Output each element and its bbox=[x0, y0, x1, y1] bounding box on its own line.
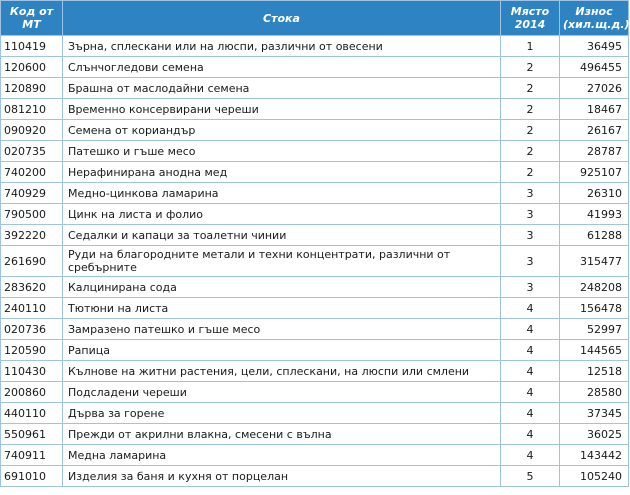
cell-code: 200860 bbox=[1, 382, 63, 403]
cell-exports: 28580 bbox=[560, 382, 629, 403]
cell-exports: 27026 bbox=[560, 78, 629, 99]
cell-exports: 248208 bbox=[560, 277, 629, 298]
cell-product: Слънчогледови семена bbox=[63, 57, 501, 78]
cell-code: 120600 bbox=[1, 57, 63, 78]
cell-exports: 26167 bbox=[560, 120, 629, 141]
table-row bbox=[1, 424, 629, 445]
cell-exports: 61288 bbox=[560, 225, 629, 246]
cell-code: 120890 bbox=[1, 78, 63, 99]
table-row bbox=[1, 246, 629, 277]
cell-exports: 26310 bbox=[560, 183, 629, 204]
header-code: Код от МТ bbox=[1, 1, 63, 36]
header-rank: Място 2014 bbox=[501, 1, 560, 36]
table-header bbox=[1, 1, 629, 36]
table-row bbox=[1, 57, 629, 78]
cell-exports: 12518 bbox=[560, 361, 629, 382]
cell-product: Рапица bbox=[63, 340, 501, 361]
cell-exports: 156478 bbox=[560, 298, 629, 319]
table-body bbox=[1, 36, 629, 487]
cell-code: 261690 bbox=[1, 246, 63, 277]
cell-exports: 28787 bbox=[560, 141, 629, 162]
cell-code: 081210 bbox=[1, 99, 63, 120]
cell-code: 440110 bbox=[1, 403, 63, 424]
cell-exports: 105240 bbox=[560, 466, 629, 487]
cell-rank: 4 bbox=[501, 319, 560, 340]
cell-rank: 3 bbox=[501, 277, 560, 298]
cell-exports: 36025 bbox=[560, 424, 629, 445]
cell-product: Цинк на листа и фолио bbox=[63, 204, 501, 225]
table-row bbox=[1, 466, 629, 487]
cell-exports: 18467 bbox=[560, 99, 629, 120]
table-row bbox=[1, 36, 629, 57]
cell-exports: 315477 bbox=[560, 246, 629, 277]
header-exports: Износ (хил.щ.д.) bbox=[560, 1, 629, 36]
table-row bbox=[1, 120, 629, 141]
cell-product: Кълнове на житни растения, цели, сплескани, на люспи или смлени bbox=[63, 361, 501, 382]
cell-exports: 41993 bbox=[560, 204, 629, 225]
cell-code: 283620 bbox=[1, 277, 63, 298]
cell-rank: 2 bbox=[501, 162, 560, 183]
cell-rank: 3 bbox=[501, 246, 560, 277]
table-row bbox=[1, 445, 629, 466]
header-row bbox=[1, 1, 629, 36]
cell-rank: 3 bbox=[501, 183, 560, 204]
cell-exports: 52997 bbox=[560, 319, 629, 340]
cell-exports: 925107 bbox=[560, 162, 629, 183]
cell-code: 740200 bbox=[1, 162, 63, 183]
table-row bbox=[1, 298, 629, 319]
cell-product: Тютюни на листа bbox=[63, 298, 501, 319]
cell-product: Дърва за горене bbox=[63, 403, 501, 424]
cell-code: 790500 bbox=[1, 204, 63, 225]
table-row bbox=[1, 340, 629, 361]
cell-exports: 36495 bbox=[560, 36, 629, 57]
cell-product: Прежди от акрилни влакна, смесени с вълна bbox=[63, 424, 501, 445]
cell-code: 550961 bbox=[1, 424, 63, 445]
cell-code: 120590 bbox=[1, 340, 63, 361]
cell-product: Нерафинирана анодна мед bbox=[63, 162, 501, 183]
cell-rank: 2 bbox=[501, 141, 560, 162]
cell-rank: 4 bbox=[501, 298, 560, 319]
cell-product: Семена от кориандър bbox=[63, 120, 501, 141]
cell-rank: 3 bbox=[501, 204, 560, 225]
table-row bbox=[1, 99, 629, 120]
cell-rank: 2 bbox=[501, 120, 560, 141]
table-row bbox=[1, 277, 629, 298]
cell-rank: 4 bbox=[501, 382, 560, 403]
table-row bbox=[1, 183, 629, 204]
table-row bbox=[1, 319, 629, 340]
cell-code: 392220 bbox=[1, 225, 63, 246]
cell-code: 020736 bbox=[1, 319, 63, 340]
cell-code: 740911 bbox=[1, 445, 63, 466]
cell-product: Брашна от маслодайни семена bbox=[63, 78, 501, 99]
cell-rank: 1 bbox=[501, 36, 560, 57]
cell-exports: 144565 bbox=[560, 340, 629, 361]
cell-rank: 3 bbox=[501, 225, 560, 246]
cell-rank: 4 bbox=[501, 361, 560, 382]
table-row bbox=[1, 361, 629, 382]
table-row bbox=[1, 403, 629, 424]
cell-product: Зърна, сплескани или на люспи, различни от овесени bbox=[63, 36, 501, 57]
cell-product: Седалки и капаци за тоалетни чинии bbox=[63, 225, 501, 246]
cell-rank: 2 bbox=[501, 99, 560, 120]
table-row bbox=[1, 225, 629, 246]
cell-exports: 496455 bbox=[560, 57, 629, 78]
cell-rank: 4 bbox=[501, 445, 560, 466]
cell-rank: 5 bbox=[501, 466, 560, 487]
cell-product: Медна ламарина bbox=[63, 445, 501, 466]
header-product: Стока bbox=[63, 1, 501, 36]
cell-rank: 4 bbox=[501, 424, 560, 445]
cell-code: 090920 bbox=[1, 120, 63, 141]
cell-rank: 4 bbox=[501, 403, 560, 424]
cell-code: 110419 bbox=[1, 36, 63, 57]
cell-rank: 4 bbox=[501, 340, 560, 361]
cell-rank: 2 bbox=[501, 78, 560, 99]
cell-code: 110430 bbox=[1, 361, 63, 382]
cell-product: Медно-цинкова ламарина bbox=[63, 183, 501, 204]
cell-product: Руди на благородните метали и техни концентрати, различни от сребърните bbox=[63, 246, 501, 277]
cell-exports: 37345 bbox=[560, 403, 629, 424]
cell-code: 691010 bbox=[1, 466, 63, 487]
cell-code: 740929 bbox=[1, 183, 63, 204]
cell-product: Временно консервирани череши bbox=[63, 99, 501, 120]
cell-product: Патешко и гъше месо bbox=[63, 141, 501, 162]
cell-code: 240110 bbox=[1, 298, 63, 319]
cell-product: Замразено патешко и гъше месо bbox=[63, 319, 501, 340]
cell-product: Калцинирана сода bbox=[63, 277, 501, 298]
table-row bbox=[1, 204, 629, 225]
cell-product: Подсладени череши bbox=[63, 382, 501, 403]
cell-exports: 143442 bbox=[560, 445, 629, 466]
table-row bbox=[1, 162, 629, 183]
table-row bbox=[1, 382, 629, 403]
table-row bbox=[1, 78, 629, 99]
cell-code: 020735 bbox=[1, 141, 63, 162]
cell-product: Изделия за баня и кухня от порцелан bbox=[63, 466, 501, 487]
table-row bbox=[1, 141, 629, 162]
cell-rank: 2 bbox=[501, 57, 560, 78]
